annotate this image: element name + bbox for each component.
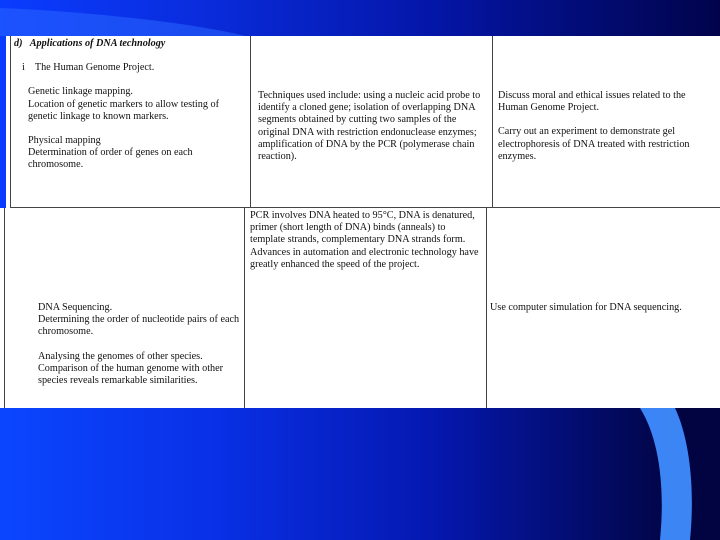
bottom-col1-cell [38,302,242,387]
physical-mapping-text: Determination of order of genes on each chromosome. [28,147,193,171]
item-number: i [22,62,25,74]
dna-sequencing-title: DNA Sequencing. [38,302,113,313]
discuss-ethics-text: Discuss moral and ethical issues related to the Human Genome Project. [498,90,686,114]
top-col1-cell [14,38,246,172]
column-divider [492,36,493,208]
column-divider [244,208,245,408]
top-col3-cell [498,90,714,163]
linkage-mapping-text: Location of genetic markers to allow testing of genetic linkage to known markers. [28,98,219,122]
column-divider [486,208,487,408]
top-col2-cell [258,90,486,163]
bottom-table [0,208,720,408]
heading-letter: d) [14,38,23,49]
table-border-left [4,208,5,408]
techniques-text: Techniques used include: using a nucleic acid probe to identify a cloned gene; isolation of overlapping DNA segments obtained by cutting two samples of the original DNA with restriction endonuclease enzymes; amplification of DNA by the PCR (polymerase chain reaction). [258,90,481,163]
dna-sequencing-text: Determining the order of nucleotide pairs of each chromosome. [38,314,240,338]
bottom-col3-cell [490,302,714,314]
pcr-description-text: PCR involves DNA heated to 95°C, DNA is denatured, primer (short length of DNA) binds (anneals) to template strands, complementary DNA strands form. Advances in automation and electronic technology have greatly enhanced the speed of the project. [250,210,479,270]
computer-simulation-text: Use computer simulation for DNA sequencing. [490,302,682,313]
physical-mapping-title: Physical mapping [28,135,101,147]
heading-text: Applications of DNA technology [29,38,166,49]
top-table [6,36,720,208]
item-title-text: The Human Genome Project. [34,62,155,74]
other-species-text: Analysing the genomes of other species. Comparison of the human genome with other species reveals remarkable similarities. [38,350,224,387]
table-border-left [10,36,11,208]
item-title [14,62,246,74]
gel-electrophoresis-text: Carry out an experiment to demonstrate gel electrophoresis of DNA treated with restriction enzymes. [498,126,690,162]
column-divider [250,36,251,208]
section-heading [14,38,246,50]
bottom-col2-cell [250,210,480,271]
linkage-mapping-title: Genetic linkage mapping. [28,86,133,98]
